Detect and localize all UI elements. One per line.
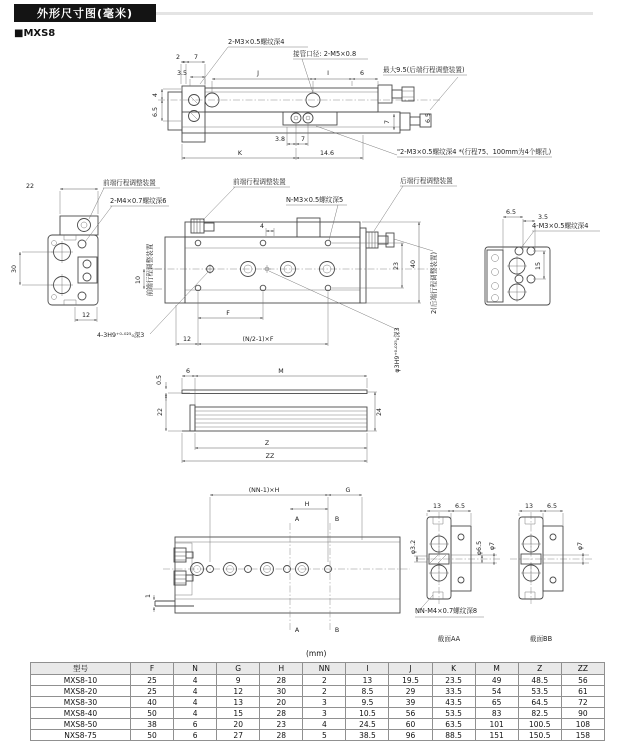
dimension-table [30, 662, 605, 741]
value-cell: 23.5 [432, 675, 475, 686]
dim-j: J [257, 70, 259, 77]
dim-0-5: 0.5 [156, 374, 163, 386]
callout-thread-n-m3: N-M3×0.5螺纹深5 [286, 196, 344, 204]
value-cell: 6 [174, 730, 217, 741]
dim-phi-6-5: φ6.5 [476, 540, 483, 556]
column-header: 型号 [31, 663, 131, 675]
dim-15: 15 [535, 261, 542, 271]
value-cell: 150.5 [518, 730, 561, 741]
dim-m: M [278, 368, 284, 375]
value-cell: 8.5 [346, 686, 389, 697]
vertical-rear-adjuster-label: 2(后端行程调整装置) [430, 251, 438, 315]
value-cell: 27 [217, 730, 260, 741]
drawing-bottom-view [145, 487, 410, 634]
callout-max-9-5: 最大9.5(后端行程调整装置) [383, 66, 465, 74]
value-cell: 9 [217, 675, 260, 686]
value-cell: 3 [303, 697, 346, 708]
dim-phi-7-aa: φ7 [489, 541, 496, 551]
value-cell: 33.5 [432, 686, 475, 697]
value-cell: 10.5 [346, 708, 389, 719]
value-cell: 4 [174, 686, 217, 697]
dim-g: G [345, 487, 351, 494]
section-b-label-top: B [334, 516, 340, 523]
dim-h: H [304, 501, 310, 508]
dim-6-5-bb: 6.5 [546, 503, 558, 510]
model-cell: MXS8-10 [31, 675, 131, 686]
callout-nn-m4: NN-M4×0.7螺纹深8 [415, 607, 478, 615]
callout-front-adjuster-plan: 前端行程调整装置 [233, 178, 286, 186]
section-views [410, 503, 592, 643]
value-cell: 19.5 [389, 675, 432, 686]
dim-22: 22 [25, 183, 35, 190]
table-row [31, 675, 605, 686]
dim-6-5-right: 6.5 [425, 112, 432, 124]
callout-thread-4-m3: 4-M3×0.5螺纹深4 [532, 222, 589, 230]
dim-6-side: 6 [185, 368, 191, 375]
model-cell: MXS8-50 [31, 719, 131, 730]
value-cell: 50 [131, 730, 174, 741]
section-bb-title: 截面BB [529, 635, 553, 643]
value-cell: 4 [174, 675, 217, 686]
model-label: ■MXS8 [14, 28, 56, 39]
dim-2: 2 [175, 54, 181, 61]
value-cell: 24.5 [346, 719, 389, 730]
dim-3-8: 3.8 [274, 136, 286, 143]
table-row [31, 686, 605, 697]
callout-rear-adjuster: 后端行程调整装置 [400, 177, 453, 185]
value-cell: 43.5 [432, 697, 475, 708]
table-row [31, 697, 605, 708]
value-cell: 82.5 [518, 708, 561, 719]
dim-phi-7-bb: φ7 [577, 541, 584, 551]
value-cell: 28 [260, 708, 303, 719]
model-cell: MXS8-20 [31, 686, 131, 697]
dim-6-5-aa: 6.5 [454, 503, 466, 510]
dim-n-half-f: (N/2-1)×F [242, 336, 274, 343]
column-header: M [475, 663, 518, 675]
table-row [31, 730, 605, 741]
value-cell: 49 [475, 675, 518, 686]
dim-z: Z [264, 440, 270, 447]
value-cell: 50 [131, 708, 174, 719]
column-header: I [346, 663, 389, 675]
value-cell: 39 [389, 697, 432, 708]
callout-port-size: 接管口径: 2-M5×0.8 [293, 50, 357, 58]
value-cell: 23 [260, 719, 303, 730]
dim-14-6: 14.6 [319, 150, 335, 157]
section-aa-title: 截面AA [437, 635, 461, 643]
table-row [31, 708, 605, 719]
value-cell: 60 [389, 719, 432, 730]
section-a-label-bottom: A [294, 627, 300, 634]
column-header: H [260, 663, 303, 675]
value-cell: 65 [475, 697, 518, 708]
column-header: J [389, 663, 432, 675]
page-title: 外形尺寸图(毫米) [14, 4, 156, 22]
section-b-label-bottom: B [334, 627, 340, 634]
value-cell: 5 [303, 730, 346, 741]
column-header: NN [303, 663, 346, 675]
value-cell: 158 [561, 730, 604, 741]
value-cell: 108 [561, 719, 604, 730]
dim-7-right: 7 [384, 119, 391, 125]
value-cell: 38.5 [346, 730, 389, 741]
value-cell: 101 [475, 719, 518, 730]
model-cell: MXS8-40 [31, 708, 131, 719]
dim-3-5-rear: 3.5 [538, 214, 549, 221]
value-cell: 4 [174, 708, 217, 719]
value-cell: 30 [260, 686, 303, 697]
value-cell: 2 [303, 686, 346, 697]
value-cell: 88.5 [432, 730, 475, 741]
dim-phi-3-2: φ3.2 [410, 539, 417, 555]
callout-dowel-holes: 4-3H9⁺⁰·⁰²⁵₀深3 [97, 332, 145, 339]
dim-7-bottom: 7 [300, 136, 306, 143]
unit-note: (mm) [306, 649, 327, 658]
dim-3-5: 3.5 [176, 70, 188, 77]
value-cell: 13 [217, 697, 260, 708]
value-cell: 100.5 [518, 719, 561, 730]
dim-6: 6 [359, 70, 365, 77]
dim-40: 40 [410, 259, 417, 269]
dim-23: 23 [393, 261, 400, 271]
value-cell: 56 [561, 675, 604, 686]
vertical-front-adjuster-label: 前端行程调整装置 [146, 243, 154, 297]
column-header: F [131, 663, 174, 675]
dim-7-top: 7 [193, 54, 199, 61]
dim-6-5-left: 6.5 [152, 106, 159, 118]
dim-12: 12 [81, 312, 91, 319]
value-cell: 64.5 [518, 697, 561, 708]
value-cell: 25 [131, 675, 174, 686]
dim-table-head-row [31, 663, 605, 675]
value-cell: 61 [561, 686, 604, 697]
dim-13-aa: 13 [432, 503, 442, 510]
dim-30: 30 [11, 264, 18, 274]
callout-thread-bottom: "2-M3×0.5螺纹深4 *(行程75、100mm为4个螺孔) [397, 148, 552, 156]
column-header: K [432, 663, 475, 675]
value-cell: 3 [303, 708, 346, 719]
value-cell: 29 [389, 686, 432, 697]
value-cell: 2 [303, 675, 346, 686]
value-cell: 63.5 [432, 719, 475, 730]
column-header: G [217, 663, 260, 675]
value-cell: 83 [475, 708, 518, 719]
value-cell: 40 [131, 697, 174, 708]
dim-1: 1 [145, 593, 152, 599]
value-cell: 12 [217, 686, 260, 697]
dim-22-side: 22 [157, 407, 164, 417]
value-cell: 96 [389, 730, 432, 741]
dim-i: I [327, 70, 329, 77]
value-cell: 4 [303, 719, 346, 730]
value-cell: 25 [131, 686, 174, 697]
value-cell: 28 [260, 730, 303, 741]
value-cell: 9.5 [346, 697, 389, 708]
value-cell: 56 [389, 708, 432, 719]
dim-4: 4 [259, 223, 265, 230]
value-cell: 54 [475, 686, 518, 697]
callout-front-stroke-adjuster: 前端行程调整装置 [103, 179, 156, 187]
table-row [31, 719, 605, 730]
value-cell: 15 [217, 708, 260, 719]
model-cell: NXS8-75 [31, 730, 131, 741]
drawing-plan-view [97, 176, 457, 373]
value-cell: 20 [217, 719, 260, 730]
dim-6-5-rear: 6.5 [505, 209, 517, 216]
vertical-dowel-hole-label: φ3H9⁺⁰·⁰²⁵₀深3 [394, 327, 401, 373]
value-cell: 53.5 [432, 708, 475, 719]
dim-13-bb: 13 [524, 503, 534, 510]
dim-nn-1-h: (NN-1)×H [248, 487, 280, 494]
value-cell: 20 [260, 697, 303, 708]
dim-f: F [226, 310, 230, 317]
dim-10: 10 [135, 275, 142, 285]
value-cell: 72 [561, 697, 604, 708]
section-a-label-top: A [294, 516, 300, 523]
value-cell: 151 [475, 730, 518, 741]
dim-table-body [31, 675, 605, 741]
dim-24: 24 [376, 407, 383, 417]
model-cell: MXS8-30 [31, 697, 131, 708]
drawing-side-view [152, 37, 552, 160]
column-header: Z [518, 663, 561, 675]
column-header: N [174, 663, 217, 675]
value-cell: 90 [561, 708, 604, 719]
drawing-table-side-view [156, 368, 383, 463]
value-cell: 48.5 [518, 675, 561, 686]
value-cell: 53.5 [518, 686, 561, 697]
drawing-rear-end-view [485, 209, 600, 305]
value-cell: 13 [346, 675, 389, 686]
value-cell: 6 [174, 719, 217, 730]
dim-k: K [237, 150, 243, 157]
value-cell: 28 [260, 675, 303, 686]
value-cell: 38 [131, 719, 174, 730]
column-header: ZZ [561, 663, 604, 675]
dim-4-left: 4 [152, 92, 159, 98]
dim-zz: ZZ [265, 453, 275, 460]
dim-12-plan: 12 [182, 336, 192, 343]
callout-thread-top: 2-M3×0.5螺纹深4 [228, 38, 285, 46]
callout-thread-m4: 2-M4×0.7螺纹深6 [110, 197, 167, 205]
value-cell: 4 [174, 697, 217, 708]
